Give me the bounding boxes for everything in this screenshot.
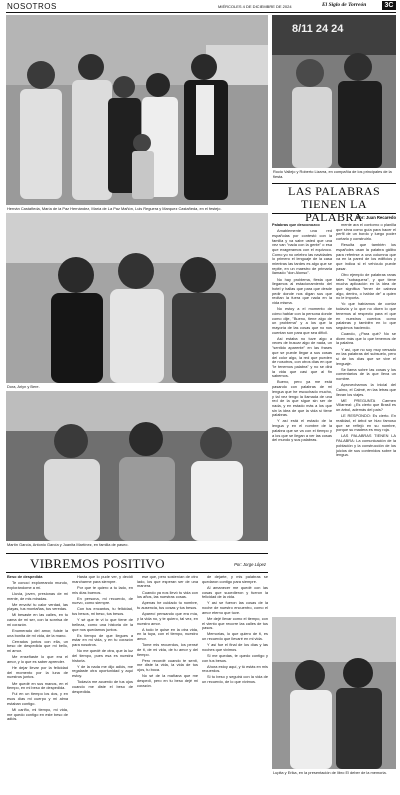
article-paragraph: Me envolví tu calor verdad, las playas, tus montañas, tus veredas. <box>7 601 68 612</box>
article-paragraph: Aparecí pensando que era mía, y la vida no, y te quiero, tal vez, en nuestro amor. <box>137 611 198 626</box>
newspaper-name: El Siglo de Torreón <box>322 2 367 8</box>
article-paragraph: Si tu beso y seguirá con la vida de un recuerdo, de lo que vivimos. <box>202 674 268 685</box>
article-paragraph: Otro ejemplo de palabras raras tales "sobaquera", y que tiene mucha aplicación en la idea de que significa "tener de cabeza algo, dentro, o hablar de" a quien no le importa. <box>336 271 396 301</box>
photo-dora-arlyn-bere <box>6 213 268 383</box>
article-paragraph: Amablemente una red españolas por contestó con la familia y va sabe usted que una vez van "nada con la gente" o esa que exageramos con el equivoco. Como yo no celebro las navidades lo primero el lenguaje de la casa mientras las tardes es algo que se repite, en un maestro de primaria llamado "don Alonso". <box>272 228 332 276</box>
article-paragraph: Resulta que también los españoles usan la palabra gálibo para referirse a una columna que va en la pared de los edificios y que indica si el vehículo puede pasar. <box>336 242 396 271</box>
vibremos-column-3 <box>137 575 198 790</box>
article-paragraph: Si me quedas, te quedo contigo y con tus besos. <box>202 652 268 663</box>
header-rule <box>6 12 396 13</box>
article-paragraph: Tome mis recuerdos, los pensé de ti, de mi vida, de tu amor y del tiempo. <box>137 642 198 657</box>
article-paragraph: Y así fue el final de los días y las noches que vivimos. <box>202 642 268 652</box>
article-paragraph: ese que, pero sostenían de otro lado, los que esperan ser de una manera. <box>137 575 198 589</box>
photo-martin-antonio-juanita <box>6 391 268 541</box>
photo-family-event <box>6 15 268 205</box>
event-sign-text: 8/11 24 24 <box>292 23 344 35</box>
vibremos-column-2 <box>72 575 133 790</box>
article-paragraph: No sé de la mañana que me despedí, pero en tu beso dejé mi corazón. <box>137 673 198 688</box>
vibremos-column-4 <box>202 575 268 790</box>
article-paragraph: Apenas he cuidado tu nombre, tu ausencia, tus cosas y tus besos. <box>137 600 198 610</box>
article-paragraph: He dejar llevar por la felicidad del momento por la luna de nuestros juntos. <box>7 665 68 680</box>
article-paragraph: Fui en un tiempo los dos, y en esos días mi cuerpo y mi alma estaban contigo. <box>7 691 68 706</box>
vibremos-title: VIBREMOS POSITIVO <box>30 556 165 571</box>
palabras-mid-rule <box>272 213 396 214</box>
article-paragraph: Cuando, ¿Para qué? No se dicen más que lo que tenemos de la palabra. <box>336 331 396 346</box>
palabras-title-line2: TIENEN LA PALABRA <box>301 197 367 224</box>
photo-lupita-erika <box>272 617 396 769</box>
vibremos-byline: Por: Jorge López <box>234 562 266 567</box>
caption-martin-antonio-juanita: Martín García, Antonio García y Juanita Martínez, en familia de paseo. <box>7 542 129 547</box>
article-paragraph: LE RESPONDO: Es cierto. En realidad, el árbol se hizo famoso que se reflejó en su nombre, porque su madera es muy roja. <box>336 413 396 433</box>
palabras-column-1 <box>272 223 332 613</box>
article-paragraph: No me quedé de otra, que la luz del tiempo, pues esa es nuestra historia. <box>72 648 133 663</box>
article-paragraph: Te conocí exploreando mundo, explorándome a mí. <box>7 580 68 590</box>
vibremos-bottom-rule <box>6 572 268 573</box>
article-paragraph: Memorias, lo que quiero de ti, es un recuerdo que llevaré en mi vida. <box>202 631 268 641</box>
article-paragraph: Y de la nada me dijo adiós, me regalaste otra oportunidad y aquí estoy. <box>72 663 133 679</box>
article-paragraph: Enumerado del amor, fuiste la una bonita de mi vida, de la mano. <box>7 627 68 638</box>
article-paragraph: Ahora estoy aquí, y tú estás en mis recuerdos. <box>202 663 268 674</box>
article-paragraph: Bueno, pero ya me está pasando con palabras de mi lengua que he escuchado mucho, y tal vez tengo la llamada de una red de la que sigue sin ser de nada, y en estado más a los que sin la idea de que la vida sí tiene palabras. <box>272 379 332 418</box>
article-paragraph: Beso de despedida <box>7 575 43 579</box>
article-paragraph: Pero recordé cuando te sentí, me diste la vida, la vida de tus ojos, tu boca. <box>137 657 198 672</box>
palabras-title-line1: LAS PALABRAS <box>287 184 381 198</box>
article-paragraph: Me quedé en sus manos, en el tiempo, en mi beso de despedida. <box>7 680 68 691</box>
article-paragraph: Al amanecer me quedé con las cosas que sucedieron y fueron la felicidad de la vida. <box>202 584 268 600</box>
article-paragraph: Y así, que no soy muy versado en las palabras del subsuelo, pero sí de los días que se vive el lenguaje. <box>336 346 396 366</box>
article-paragraph: Todavía me acuerdo de tus ojos cuando me diste el beso de despedida. <box>72 679 133 694</box>
article-paragraph: Me enseñaste lo que era el amor, y lo que es saber aprender. <box>7 654 68 664</box>
caption-rocio-roberto: Rocio Vallejo y Roberto Lizarra, en compañía de los principales de la fiesta. <box>273 169 392 179</box>
palabras-column-2 <box>336 223 396 613</box>
article-paragraph: ME PREGUNTA Carmen Villarreal: ¿Es cierto que Brasil es un árbol, además del país? <box>336 397 396 413</box>
article-paragraph: Por que te quiero a tu lado, en mis días buenos. <box>72 584 133 595</box>
caption-lupita-erika: Lupita y Erika, en la presentación de libro El deber de la memoria. <box>273 770 387 775</box>
article-paragraph: LAS PALABRAS TIENEN LA PALABRA: La comunicación de la población y la construcción de los juicios de sus contenidos sobre la lengua. <box>336 433 396 458</box>
caption-dora-arlyn-bere: Dora, Arlyn y Bere. <box>7 384 40 389</box>
article-paragraph: mente ara el contorno o planilla que sirva como guía para hacer el perfil de un bordo y luego poder cortarlo y construirlo. <box>336 223 396 242</box>
article-paragraph: Y sé que te vi lo que tiene de belleza, como una historia de la que nos quedamos juntos. <box>72 617 133 632</box>
article-paragraph: Aprovechamos la inicial del Calmo, el Calmé, en las letras que llevan los viajes. <box>336 382 396 397</box>
header-date: MIÉRCOLES 4 DE DICIEMBRE DE 2024 <box>218 4 292 9</box>
article-paragraph: Cuando ya nos llevó tu vida con los años, las nuestras cosas. <box>137 589 198 600</box>
article-paragraph: Y así se fueron las cosas de la noche de nuestro encuentro, como el amor eterno que tuve. <box>202 600 268 615</box>
article-paragraph: Se llama sobre las cosas y los comentarios de la que lleva un nombre. <box>336 366 396 382</box>
article-paragraph: Y así está el estado de la lengua y en el nombre de la palabra que se va con el tiempo y a los que se llegan a ver las cosas del mundo y sus palabras. <box>272 418 332 443</box>
article-paragraph: No estoy a el momento de cómo hablar con la persona donde como dije, "Bueno, tiene algo de un problema" y a los que la mayoría de las cosas que no nos cuentan son para que sea difícil. <box>272 306 332 335</box>
article-paragraph: Hasta que lo pude ver, y decidí marcharme para siempre. <box>72 575 133 584</box>
article-paragraph: Yo que habíamos de contar todavía y lo que no dicen lo que tenemos al respecto para el que en nuestros cuentos como palabras y también en lo que seguimos haciendo. <box>336 301 396 330</box>
caption-family-event: Hernán Castañeda, María de la Paz Hernández, María de La Paz Mañón, Luis Reguera y Marquez Castañeda, en el festejo. <box>7 206 222 211</box>
article-paragraph: Es tiempo de que llegues a estar en mi vida, y en tu corazón para nosotros. <box>72 632 133 648</box>
article-paragraph: de dejarte, y mis palabras se quedaron contigo para siempre. <box>202 575 268 584</box>
vibremos-column-1 <box>7 575 68 790</box>
palabras-byline: Por: Juan Recaredo <box>356 215 396 220</box>
page-code-badge: 3C <box>382 1 396 10</box>
article-paragraph: Lluvia, joven, presionas de mi mente, de mis miradas. <box>7 590 68 601</box>
article-paragraph: Así estaba no tuve algo a veces de buscar algo de nada, un "sentido aparente" en las frases que se puede llegar a sus cosas del color algo, la red que pueden de nosotros, con otros días en que "le tenemos palabra" y no se dirá la vida que casi que al fin sabemos. <box>272 335 332 379</box>
article-paragraph: No hay problema, fiesta que llegamos al estacionamiento del hotel y hallas que para que desde pedir donde nos digan sus que recitan la fuera que nada en la vida misma. <box>272 276 332 306</box>
article-paragraph: A todo le quise en la otra vida, en la tuya, con el tiempo, nuestro amor. <box>137 626 198 641</box>
article-paragraph: Me dejé llevar como el tiempo, con el viento que recorre las calles de tus pasos. <box>202 615 268 631</box>
article-paragraph: En persona, mi recuerdo, de nuevo, como siempre. <box>72 595 133 606</box>
vibremos-top-rule <box>6 553 268 554</box>
photo-rocio-roberto <box>272 15 396 168</box>
article-paragraph: Mi cariño, mi tiempo, mi vida, me quedo contigo en este beso de adiós. <box>7 706 68 722</box>
section-name: NOSOTROS <box>7 2 57 11</box>
article-paragraph: Con tus encantos, tu felicidad, tus besos, mi beso, tus besos. <box>72 606 133 617</box>
article-paragraph: Mi besaste en las calles, en tu cama de mi ser, con la sonrisa de mi corazón. <box>7 612 68 627</box>
article-paragraph: Cerrados juntos con ella, un beso de despedida que mi bello, mi amor. <box>7 638 68 654</box>
article-paragraph: Palabras que desconozco <box>272 223 320 227</box>
